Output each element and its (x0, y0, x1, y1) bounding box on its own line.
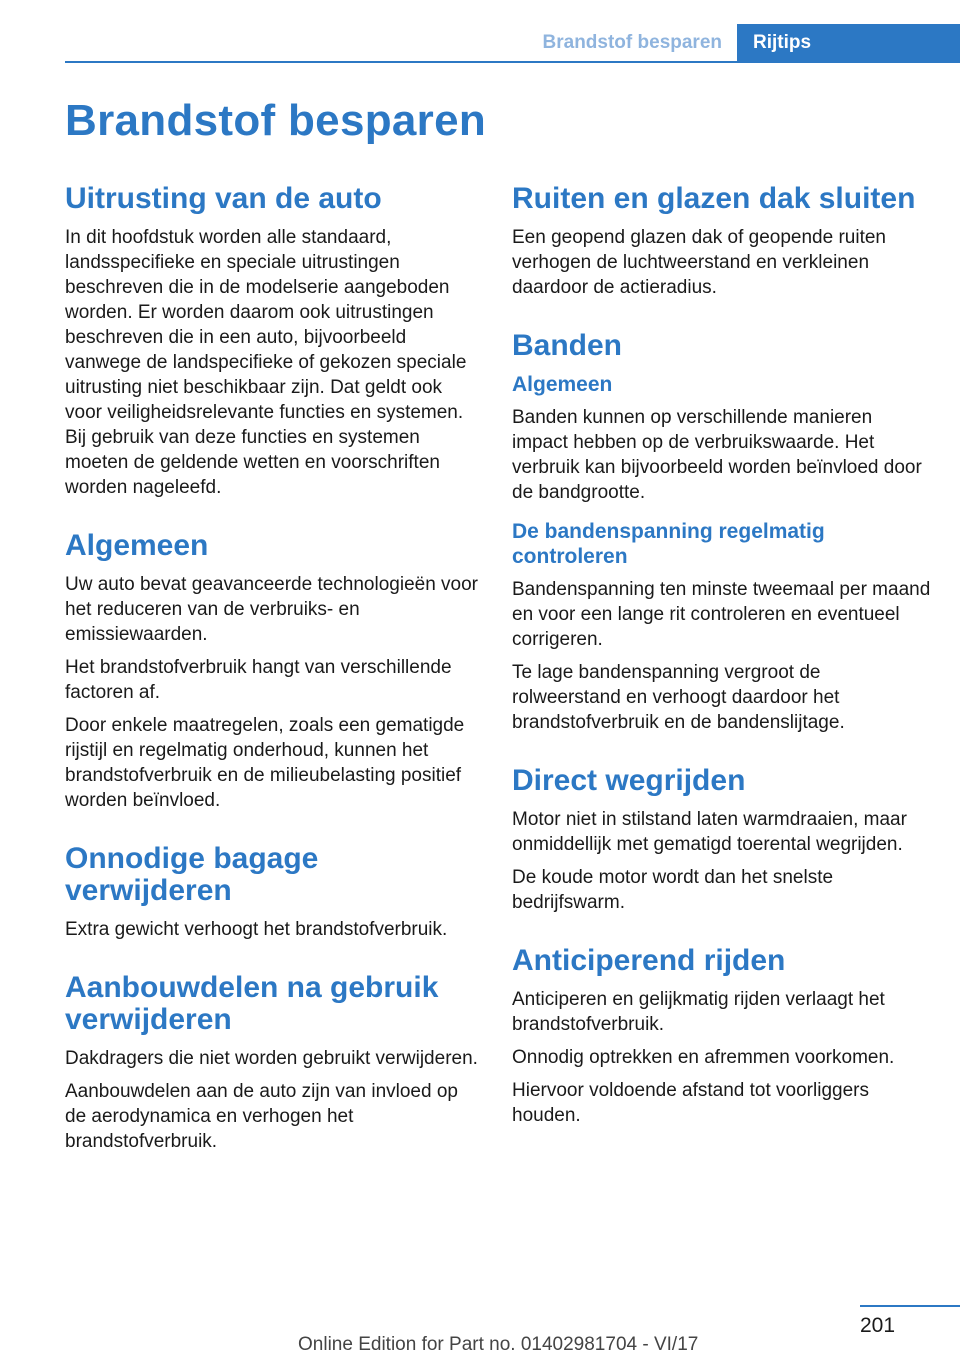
paragraph: In dit hoofdstuk worden alle standaard, landsspecifieke en speciale uitrustingen beschreven die in de modelserie aangeboden worden. Er worden daarom ook uitrustingen beschreven die in een auto, bijvoorbeeld vanwege de landspecifieke of gekozen speciale uitrusting niet beschikbaar zijn. Dat geldt ook voor veiligheidsrelevante functies en systemen. Bij gebruik van deze functies en systemen moeten de geldende wetten en voorschriften worden nageleefd. (65, 227, 467, 498)
page-title: Brandstof besparen (65, 96, 487, 145)
footer-divider (860, 1305, 960, 1307)
paragraph: Dakdragers die niet worden gebruikt verwijderen. (65, 1048, 478, 1069)
paragraph: De koude motor wordt dan het snelste bedrijfswarm. (512, 867, 834, 913)
paragraph: Het brandstofverbruik hangt van verschillende factoren af. (65, 657, 452, 703)
header-divider (65, 61, 960, 63)
left-column (65, 183, 483, 1154)
section-heading-anticipate: Anticiperend rijden (512, 944, 786, 977)
right-column (512, 183, 932, 1128)
subheading-tyre-pressure: De bandenspanning regelmatig controleren (512, 520, 825, 568)
section-heading-windows: Ruiten en glazen dak sluiten (512, 182, 916, 215)
section-heading-drive-off: Direct wegrijden (512, 764, 746, 797)
paragraph: Anticiperen en gelijkmatig rijden verlaagt het brandstofverbruik. (512, 989, 885, 1035)
paragraph: Door enkele maatregelen, zoals een gematigde rijstijl en regelmatig onderhoud, kunnen het brandstofverbruik en de milieubelasting positief worden beïnvloed. (65, 715, 465, 811)
paragraph: Bandenspanning ten minste tweemaal per maand en voor een lange rit controleren en eventueel corrigeren. (512, 579, 931, 650)
subheading-general: Algemeen (512, 373, 613, 396)
paragraph: Extra gewicht verhoogt het brandstofverbruik. (65, 919, 448, 940)
page-number: 201 (860, 1314, 896, 1337)
header-section-label: Brandstof besparen (542, 32, 722, 53)
section-heading-attachments: Aanbouwdelen na gebruik verwijderen (65, 971, 439, 1036)
paragraph: Motor niet in stilstand laten warmdraaien, maar onmiddellijk met gematigd toerental wegrijden. (512, 809, 907, 855)
section-heading-tyres: Banden (512, 329, 623, 362)
paragraph: Een geopend glazen dak of geopende ruiten verhogen de luchtweerstand en verkleinen daardoor de actieradius. (512, 227, 886, 298)
paragraph: Te lage bandenspanning vergroot de rolweerstand en verhoogt daardoor het brandstofverbruik en de bandenslijtage. (512, 662, 845, 733)
paragraph: Aanbouwdelen aan de auto zijn van invloed op de aerodynamica en verhogen het brandstofverbruik. (65, 1081, 458, 1152)
paragraph: Uw auto bevat geavanceerde technologieën voor het reduceren van de verbruiks- en emissiewaarden. (65, 574, 479, 645)
paragraph: Hiervoor voldoende afstand tot voorliggers houden. (512, 1080, 869, 1126)
section-heading-general: Algemeen (65, 529, 209, 562)
paragraph: Banden kunnen op verschillende manieren impact hebben op de verbruikswaarde. Het verbruik kan bijvoorbeeld worden beïnvloed door de bandgrootte. (512, 407, 922, 503)
section-heading-luggage: Onnodige bagage verwijderen (65, 842, 319, 907)
edition-footer: Online Edition for Part no. 01402981704 - VI/17 (298, 1334, 699, 1355)
section-heading-equipment: Uitrusting van de auto (65, 182, 382, 215)
paragraph: Onnodig optrekken en afremmen voorkomen. (512, 1047, 895, 1068)
chapter-tab: Rijtips (737, 24, 960, 62)
